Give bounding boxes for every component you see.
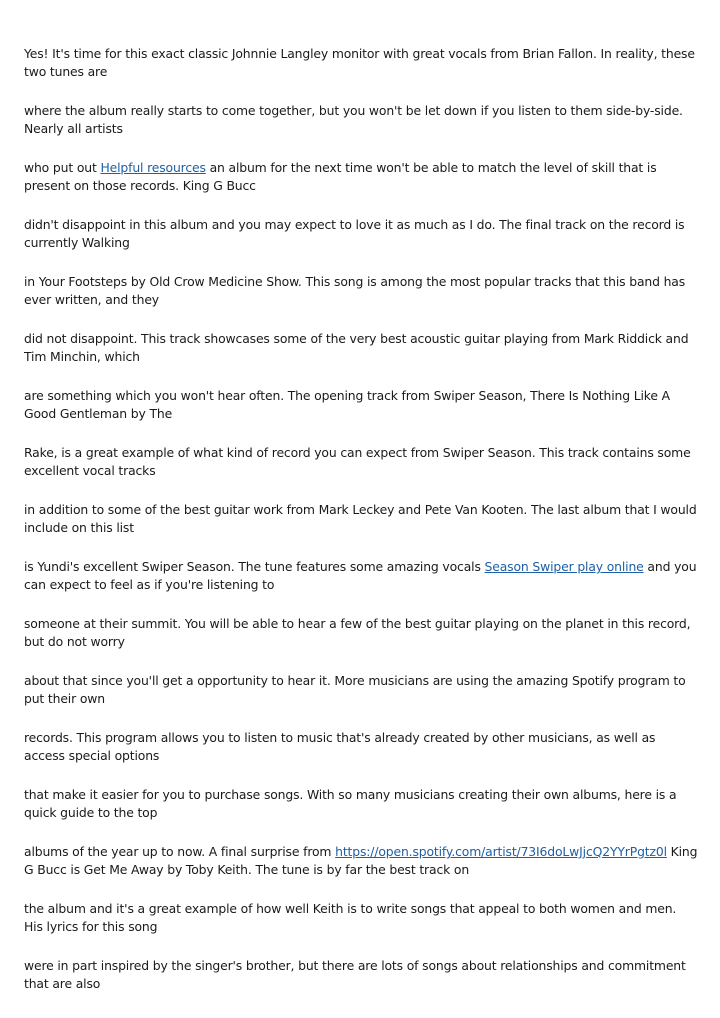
paragraph — [24, 786, 698, 822]
paragraph-text: did not disappoint. This track showcases some of the very best acoustic guitar playing from Mark Riddick and Tim Minchin, which — [24, 331, 689, 364]
paragraph — [24, 501, 698, 537]
paragraph — [24, 330, 698, 366]
paragraph-text: King G Bucc is Get Me Away by Toby Keith. The tune is by far the best track on — [24, 844, 698, 877]
paragraph-text: didn't disappoint in this album and you may expect to love it as much as I do. The final track on the record is currently Walking — [24, 217, 685, 250]
paragraph — [24, 558, 698, 594]
paragraph-text: Rake, is a great example of what kind of record you can expect from Swiper Season. This track contains some excellent vocal tracks — [24, 445, 691, 478]
paragraph-text: someone at their summit. You will be able to hear a few of the best guitar playing on the planet in this record, but do not worry — [24, 616, 691, 649]
paragraph-text: about that since you'll get a opportunity to hear it. More musicians are using the amazing Spotify program to put their own — [24, 673, 686, 706]
paragraph-text: in addition to some of the best guitar work from Mark Leckey and Pete Van Kooten. The last album that I would include on this list — [24, 502, 697, 535]
paragraph — [24, 216, 698, 252]
paragraph-text: the album and it's a great example of how well Keith is to write songs that appeal to both women and men. His lyrics for this song — [24, 901, 677, 934]
paragraph — [24, 387, 698, 423]
paragraph — [24, 843, 698, 879]
paragraph — [24, 273, 698, 309]
paragraph — [24, 672, 698, 708]
paragraph-text: and you can expect to feel as if you're listening to — [24, 559, 697, 592]
paragraph — [24, 102, 698, 138]
paragraph — [24, 900, 698, 936]
paragraph-text: where the album really starts to come together, but you won't be let down if you listen to them side-by-side. Nearly all artists — [24, 103, 683, 136]
paragraph — [24, 957, 698, 993]
paragraph — [24, 45, 698, 81]
paragraph-text: albums of the year up to now. A final surprise from — [24, 844, 336, 859]
paragraph — [24, 615, 698, 651]
paragraph-text: in Your Footsteps by Old Crow Medicine Show. This song is among the most popular tracks that this band has ever written, and they — [24, 274, 686, 307]
paragraph — [24, 159, 698, 195]
paragraph — [24, 729, 698, 765]
paragraph-text: is Yundi's excellent Swiper Season. The tune features some amazing vocals — [24, 559, 485, 574]
inline-link[interactable]: https://open.spotify.com/artist/73I6doLwJjcQ2YYrPgtz0l — [335, 844, 667, 859]
inline-link[interactable]: Helpful resources — [100, 160, 206, 175]
document-body — [24, 45, 698, 993]
inline-link[interactable]: Season Swiper play online — [484, 559, 644, 574]
paragraph — [24, 444, 698, 480]
paragraph-text: were in part inspired by the singer's brother, but there are lots of songs about relationships and commitment that are also — [24, 958, 686, 991]
paragraph-text: Yes! It's time for this exact classic Johnnie Langley monitor with great vocals from Brian Fallon. In reality, these two tunes are — [24, 46, 695, 79]
paragraph-text: are something which you won't hear often. The opening track from Swiper Season, There Is Nothing Like A Good Gentleman by The — [24, 388, 670, 421]
paragraph-text: who put out — [24, 160, 101, 175]
paragraph-text: an album for the next time won't be able to match the level of skill that is present on those records. King G Bucc — [24, 160, 657, 193]
paragraph-text: records. This program allows you to listen to music that's already created by other musicians, as well as access special options — [24, 730, 656, 763]
paragraph-text: that make it easier for you to purchase songs. With so many musicians creating their own albums, here is a quick guide to the top — [24, 787, 677, 820]
